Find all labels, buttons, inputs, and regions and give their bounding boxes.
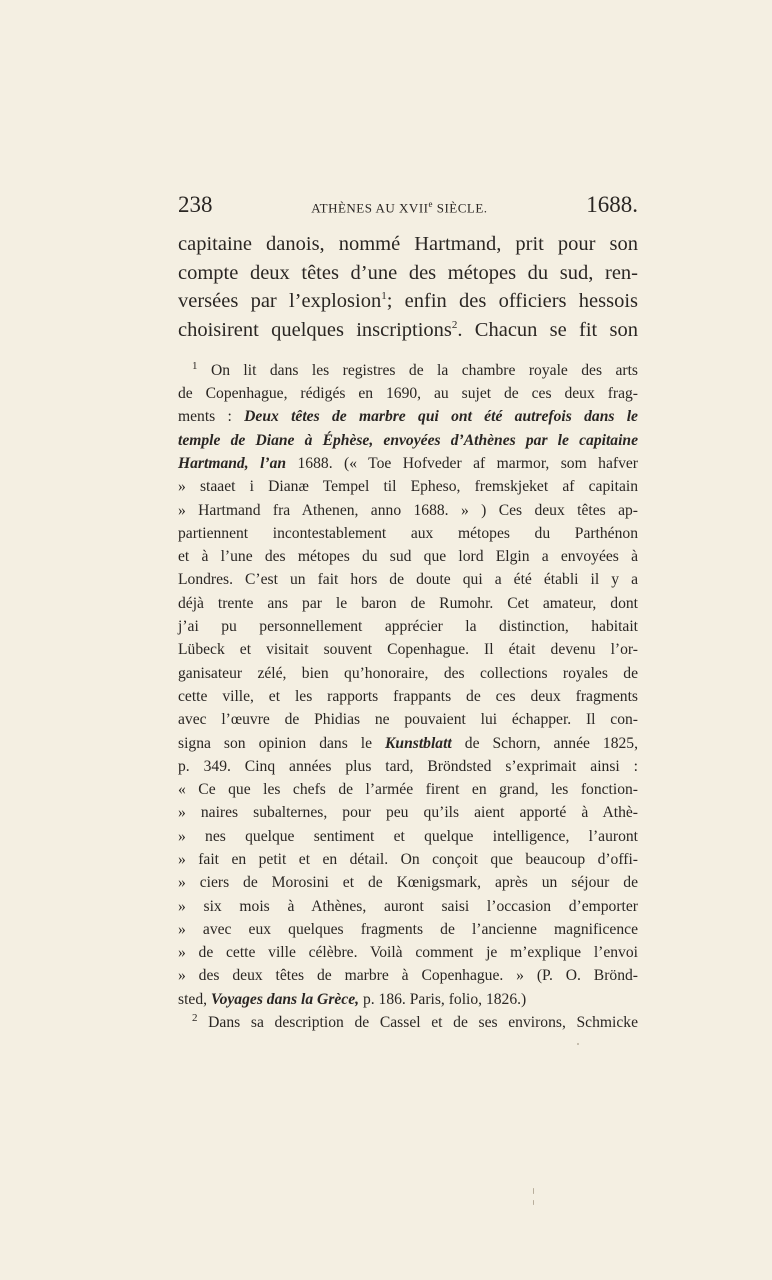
footnote-1-line: déjà trente ans par le baron de Rumohr. Cet amateur, dont <box>178 594 638 612</box>
footnote-1-line: ganisateur zélé, bien qu’honoraire, des collections royales de <box>178 664 638 682</box>
book-page <box>178 192 638 1034</box>
main-text <box>178 230 638 345</box>
footnote-1-line: « Ce que les chefs de l’armée firent en grand, les fonction- <box>178 781 638 799</box>
body-line: capitaine danois, nommé Hartmand, prit pour son <box>178 233 638 255</box>
body-line: choisirent quelques inscriptions$^2$. Chacun se fit son <box>178 319 638 342</box>
body-line: compte deux têtes d’une des métopes du sud, ren- <box>178 261 638 284</box>
footnote-1-line: partiennent incontestablement aux métopes du Parthénon <box>178 524 638 542</box>
footnote-1-line: » Hartmand fra Athenen, anno 1688. » ) Ces deux têtes ap- <box>178 501 638 519</box>
footnote-1-line: avec l’œuvre de Phidias ne pouvaient lui échapper. Il con- <box>178 711 638 729</box>
footnote-1-line: » six mois à Athènes, auront saisi l’occasion d’emporter <box>178 897 638 915</box>
paper-speck <box>577 1043 579 1045</box>
footnote-marker-1: 1 <box>192 359 198 372</box>
body-line: versées par l’explosion$^1$; enfin des officiers hessois <box>178 290 638 313</box>
footnote-ref-2[interactable]: 2 <box>451 319 458 332</box>
footnote-1-line: » staaet i Dianæ Tempel til Epheso, fremskjeket af capitain <box>178 478 638 496</box>
running-year: 1688. <box>586 192 638 217</box>
footnote-1-line: » avec eux quelques fragments de l’ancienne magnificence <box>178 920 638 938</box>
footnote-1-line: » naires subalternes, pour peu qu’ils aient apporté à Athè- <box>178 804 638 822</box>
footnote-1-line: signa son opinion dans le Kunstblatt de Schorn, année 1825, <box>178 734 638 752</box>
footnotes <box>178 359 638 1035</box>
footnote-1-line: Londres. C’est un fait hors de doute qui a été établi il y a <box>178 571 638 589</box>
footnote-1-line: temple de Diane à Éphèse, envoyées d’Athènes par le capitaine <box>178 431 638 449</box>
footnote-1-line: j’ai pu personnellement apprécier la distinction, habitait <box>178 618 638 636</box>
footnote-1-line: » fait en petit et en détail. On conçoit que beaucoup d’offi- <box>178 850 638 868</box>
footnote-1-line: de Copenhague, rédigés en 1690, au sujet de ces deux frag- <box>178 385 638 403</box>
footnote-1-line: » des deux têtes de marbre à Copenhague. » (P. O. Brönd- <box>178 967 638 985</box>
page-number: 238 <box>178 192 213 217</box>
paper-speck <box>533 1200 534 1205</box>
footnote-2-line: $^2$ Dans sa description de Cassel et de ses environs, Schmicke <box>192 1011 639 1032</box>
running-head <box>178 192 638 222</box>
footnote-1-line: ments : Deux têtes de marbre qui ont été autrefois dans le <box>178 408 638 426</box>
footnote-1-line: p. 349. Cinq années plus tard, Bröndsted s’exprimait ainsi : <box>178 757 638 775</box>
footnote-1-line: cette ville, et les rapports frappants de ces deux fragments <box>178 687 638 705</box>
paper-speck <box>533 1188 534 1194</box>
footnote-1-line: » ciers de Morosini et de Kœnigsmark, après un séjour de <box>178 874 638 892</box>
footnote-1-line: et à l’une des métopes du sud que lord Elgin a envoyées à <box>178 548 638 566</box>
footnote-ref-1[interactable]: 1 <box>381 290 387 303</box>
footnote-1-line: » nes quelque sentiment et quelque intelligence, l’auront <box>178 827 638 845</box>
footnote-marker-2: 2 <box>192 1011 198 1024</box>
footnote-1-line: sted, Voyages dans la Grèce, p. 186. Paris, folio, 1826.) <box>178 990 527 1008</box>
footnote-1-line: Lübeck et visitait souvent Copenhague. Il était devenu l’or- <box>178 641 638 659</box>
footnote-1-line: » de cette ville célèbre. Voilà comment je m’explique l’envoi <box>178 944 638 962</box>
footnote-1-line: Hartmand, l’an 1688. (« Toe Hofveder af marmor, som hafver <box>178 454 638 472</box>
running-title: ATHÈNES AU XVIIe SIÈCLE. <box>311 198 488 215</box>
footnote-1-line: $^1$ On lit dans les registres de la chambre royale des arts <box>192 359 638 379</box>
